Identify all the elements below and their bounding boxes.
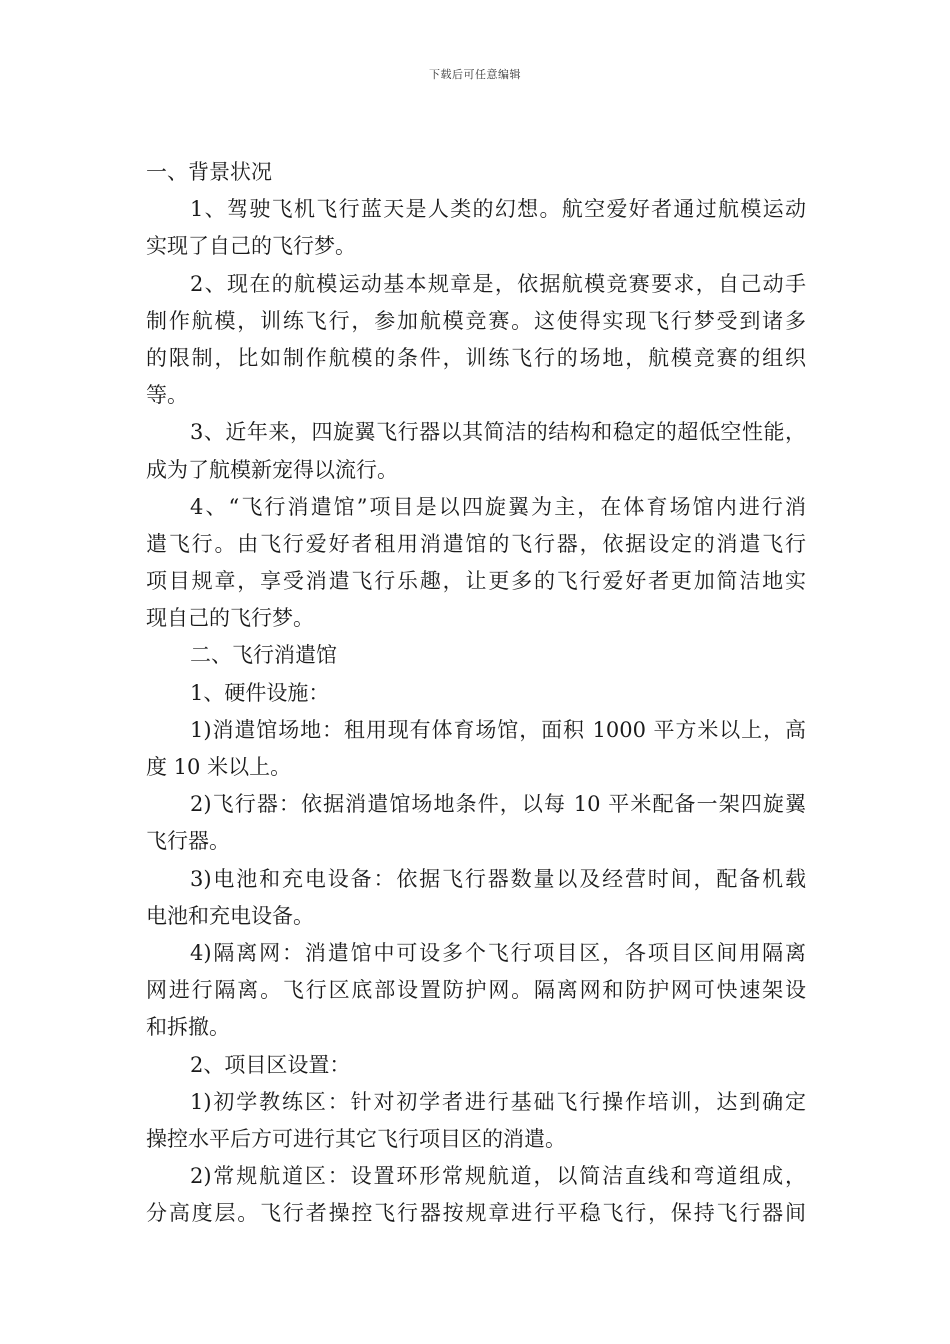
text-line: 1、硬件设施： xyxy=(190,680,330,705)
text-line: 二、飞行消遣馆 xyxy=(190,643,337,668)
page-header-note: 下载后可任意编辑 xyxy=(429,68,521,81)
text-line: 2、现在的航模运动基本规章是，依据航模竞赛要求，自己动手 xyxy=(190,271,806,296)
text-line: 的限制，比如制作航模的条件，训练飞行的场地，航模竞赛的组织 xyxy=(146,345,806,370)
text-line: 和拆撤。 xyxy=(146,1015,230,1040)
text-line: 项目规章，享受消遣飞行乐趣，让更多的飞行爱好者更加简洁地实 xyxy=(146,569,806,594)
text-line: 制作航模，训练飞行，参加航模竞赛。这使得实现飞行梦受到诸多 xyxy=(146,308,806,333)
text-line: 现自己的飞行梦。 xyxy=(146,606,314,631)
text-line: 等。 xyxy=(146,383,188,408)
text-line: 3)电池和充电设备：依据飞行器数量以及经营时间，配备机载 xyxy=(190,866,806,891)
text-line: 飞行器。 xyxy=(146,829,230,854)
document-body xyxy=(146,154,806,1232)
text-line: 4)隔离网：消遣馆中可设多个飞行项目区，各项目区间用隔离 xyxy=(190,940,806,965)
text-line: 3、近年来，四旋翼飞行器以其简洁的结构和稳定的超低空性能， xyxy=(190,420,806,445)
text-line: 2)常规航道区：设置环形常规航道，以简洁直线和弯道组成， xyxy=(190,1164,806,1189)
text-line: 操控水平后方可进行其它飞行项目区的消遣。 xyxy=(146,1126,566,1151)
text-line: 2、项目区设置： xyxy=(190,1052,351,1077)
text-line: 2)飞行器：依据消遣馆场地条件，以每 10 平米配备一架四旋翼 xyxy=(190,792,806,817)
text-line: 1)消遣馆场地：租用现有体育场馆，面积 1000 平方米以上，高 xyxy=(190,717,806,742)
text-line: 1)初学教练区：针对初学者进行基础飞行操作培训，达到确定 xyxy=(190,1089,806,1114)
text-line: 成为了航模新宠得以流行。 xyxy=(146,457,398,482)
text-line: 网进行隔离。飞行区底部设置防护网。隔离网和防护网可快速架设 xyxy=(146,978,806,1003)
text-line: 度 10 米以上。 xyxy=(146,755,292,779)
text-line: 实现了自己的飞行梦。 xyxy=(146,234,356,259)
text-line: 4、“飞行消遣馆”项目是以四旋翼为主，在体育场馆内进行消 xyxy=(190,494,806,519)
text-line: 电池和充电设备。 xyxy=(146,903,314,928)
text-line: 一、背景状况 xyxy=(146,160,272,184)
text-line: 遣飞行。由飞行爱好者租用消遣馆的飞行器，依据设定的消遣飞行 xyxy=(146,531,806,556)
text-line: 1、驾驶飞机飞行蓝天是人类的幻想。航空爱好者通过航模运动 xyxy=(190,197,806,222)
text-line: 分高度层。飞行者操控飞行器按规章进行平稳飞行，保持飞行器间 xyxy=(146,1201,806,1226)
